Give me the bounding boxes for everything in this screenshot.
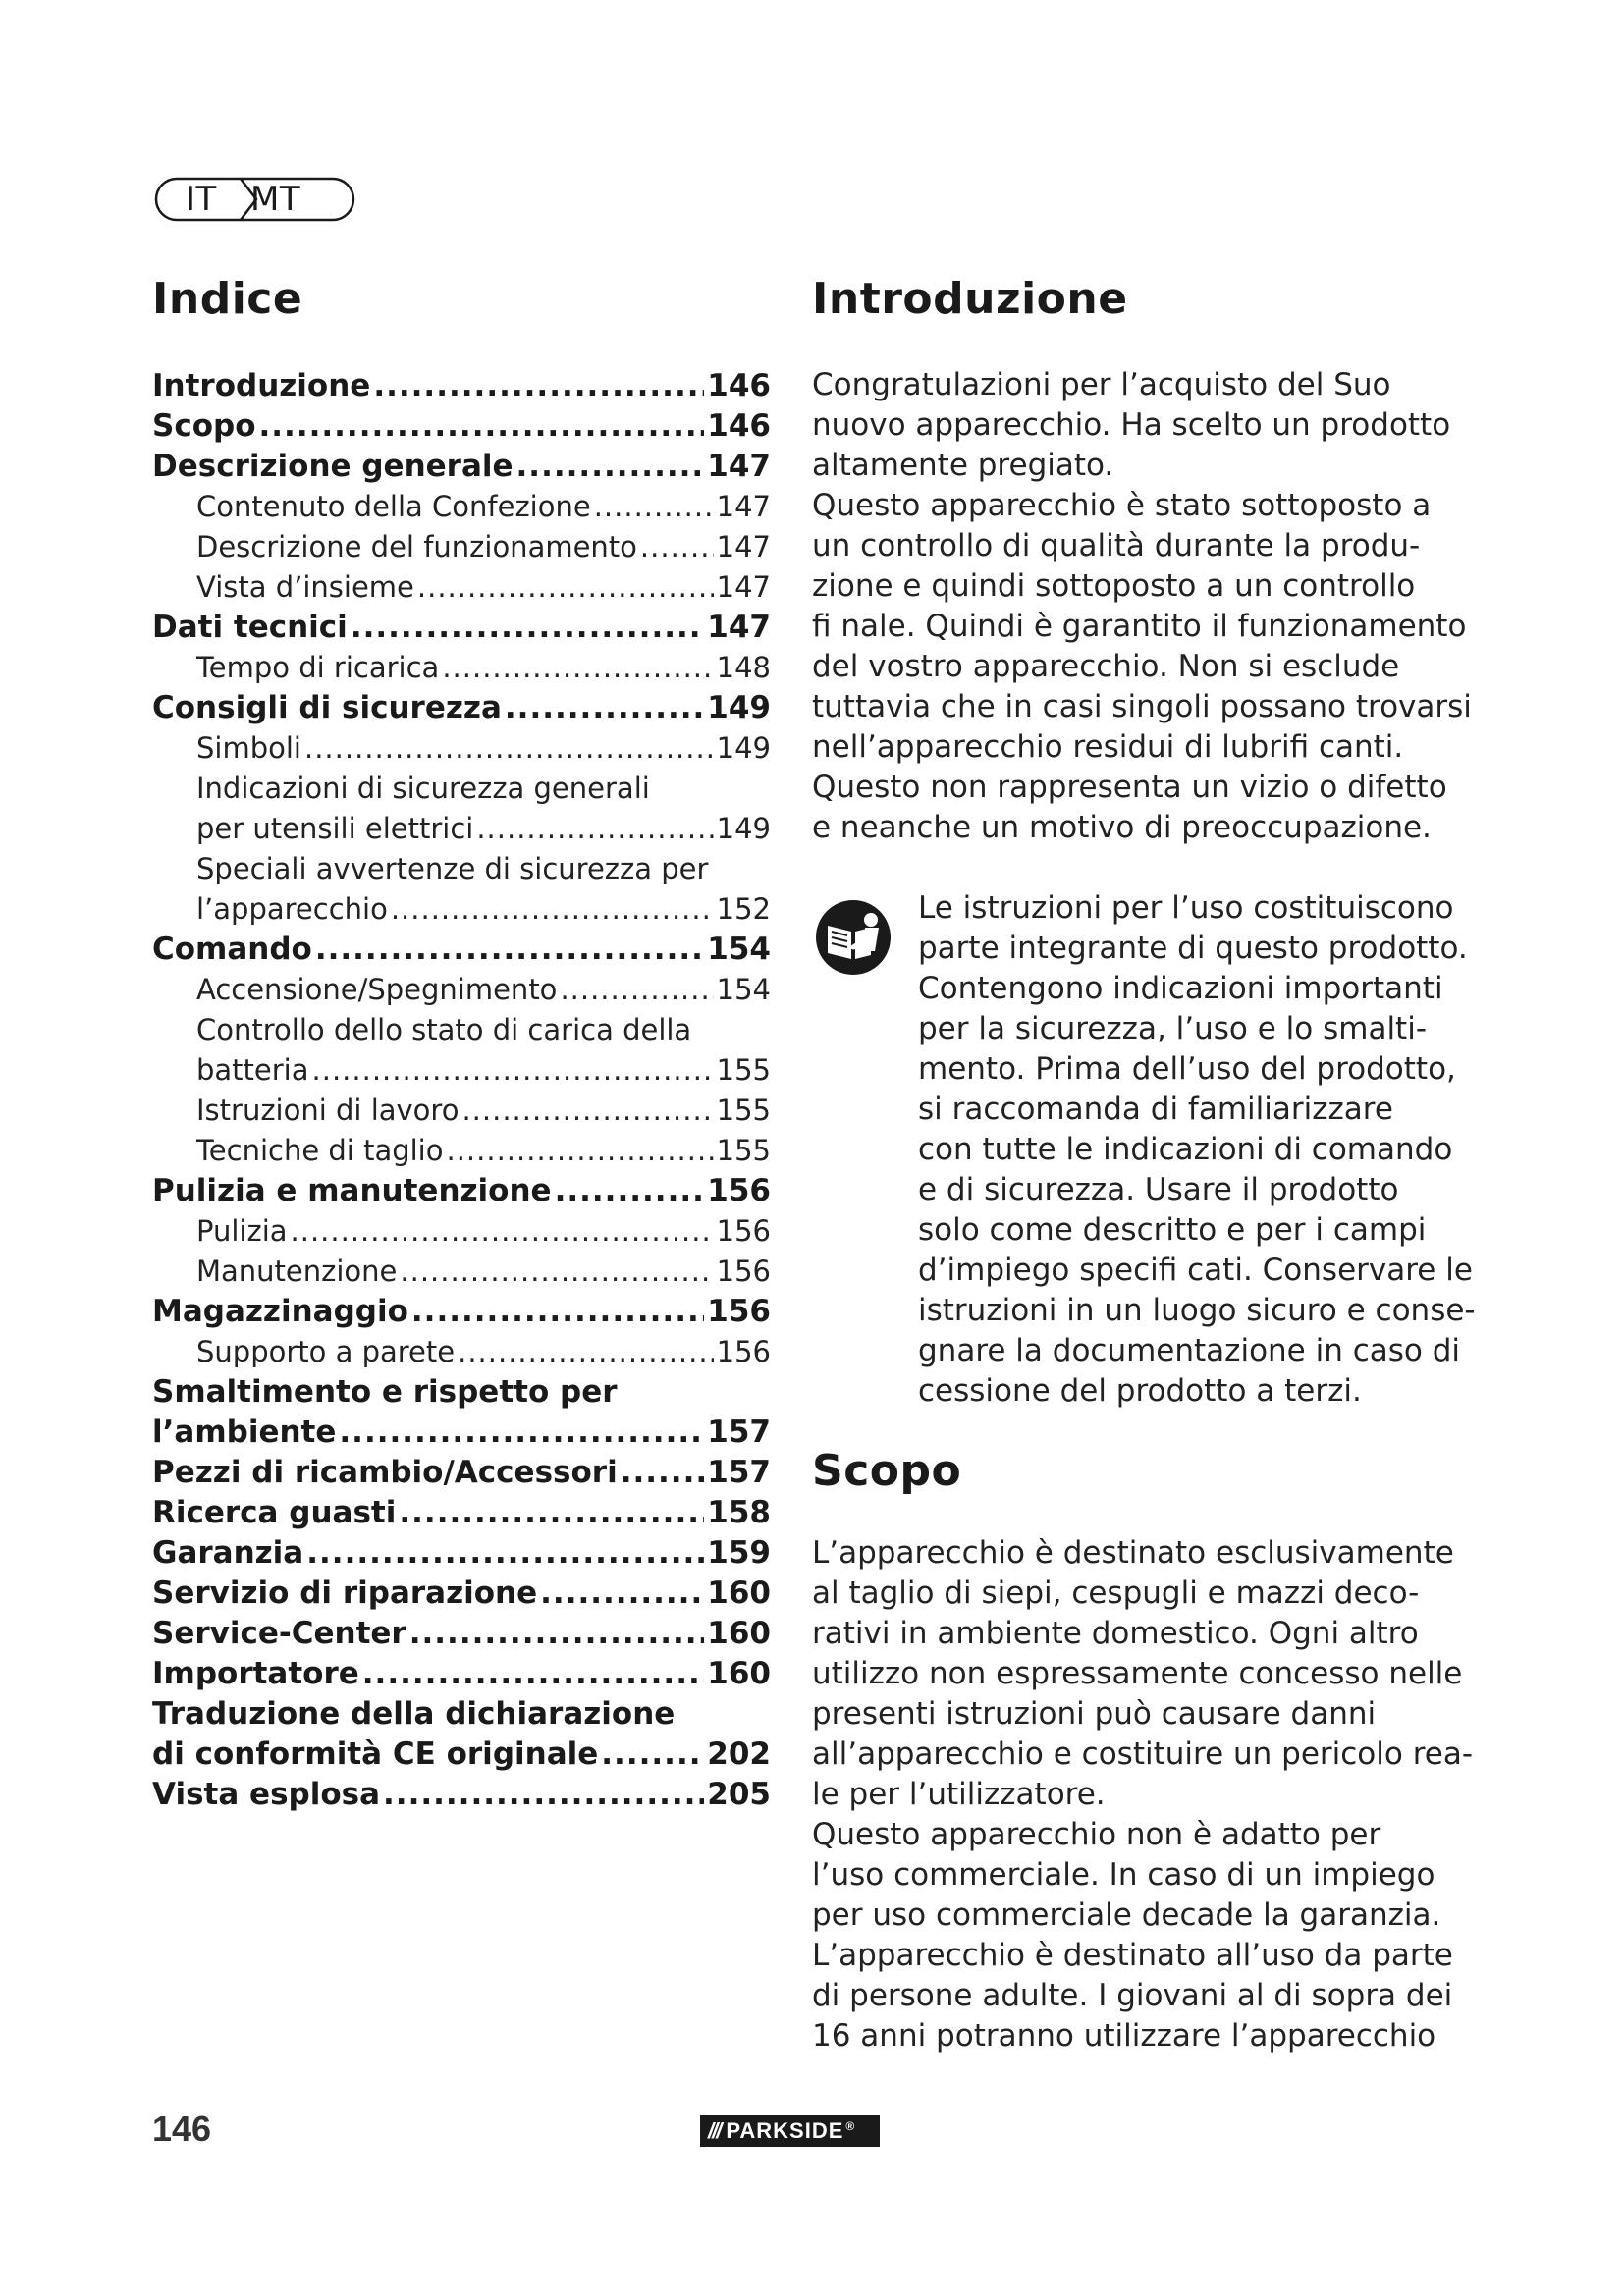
toc-leader-dots xyxy=(409,1614,705,1654)
toc-leader-dots xyxy=(601,1735,704,1775)
toc-entry xyxy=(152,567,771,608)
toc-entry-label: Vista d’insieme xyxy=(196,570,414,604)
toc-entry xyxy=(152,688,771,728)
text-line: 16 anni potranno utilizzare l’apparecchio xyxy=(812,2018,1436,2054)
toc-entry-label: Tecniche di taglio xyxy=(196,1134,444,1167)
toc-entry-label: per utensili elettrici xyxy=(196,812,474,845)
toc-entry-page: 146 xyxy=(707,408,771,444)
text-line: mento. Prima dell’uso del prodotto, xyxy=(918,1051,1456,1087)
toc-leader-dots xyxy=(505,688,704,728)
text-line: un controllo di qualità durante la produ- xyxy=(812,528,1421,563)
toc-entry-page: 147 xyxy=(707,449,771,484)
toc-entry xyxy=(152,366,771,406)
toc-entry xyxy=(152,1775,771,1815)
text-line: e di sicurezza. Usare il prodotto xyxy=(918,1172,1399,1207)
manual-note-text xyxy=(918,888,1476,1412)
toc-entry-page: 158 xyxy=(707,1495,771,1530)
toc-title: Indice xyxy=(152,274,303,324)
toc-entry xyxy=(152,1332,771,1372)
text-line: fi nale. Quindi è garantito il funzionamento xyxy=(812,609,1467,644)
toc-entry-page: 148 xyxy=(716,651,771,684)
toc-leader-dots xyxy=(259,406,705,447)
toc-entry-label: Istruzioni di lavoro xyxy=(196,1094,460,1127)
toc-entry-label: Pezzi di ricambio/Accessori xyxy=(152,1455,618,1490)
toc-leader-dots xyxy=(391,889,714,930)
toc-entry-label: Descrizione generale xyxy=(152,449,514,484)
toc-entry-label: Comando xyxy=(152,932,312,967)
toc-entry xyxy=(152,1372,771,1413)
toc-entry xyxy=(152,1211,771,1252)
toc-entry-page: 202 xyxy=(707,1736,771,1772)
logo-registered-mark: ® xyxy=(845,2119,856,2133)
toc-leader-dots xyxy=(411,1292,704,1332)
toc-entry xyxy=(152,1614,771,1654)
toc-entry xyxy=(152,1010,771,1050)
text-line: al taglio di siepi, cespugli e mazzi deco- xyxy=(812,1575,1420,1611)
toc-entry-label: Tempo di ricarica xyxy=(196,651,440,684)
text-line: si raccomanda di familiarizzare xyxy=(918,1092,1393,1127)
text-line: per la sicurezza, l’uso e lo smalti- xyxy=(918,1011,1428,1046)
toc-leader-dots xyxy=(560,970,713,1010)
toc-entry xyxy=(152,487,771,527)
toc-entry xyxy=(152,728,771,769)
toc-leader-dots xyxy=(399,1493,704,1533)
toc-leader-dots xyxy=(446,1131,713,1171)
toc-entry xyxy=(152,1131,771,1171)
toc-entry-page: 156 xyxy=(707,1294,771,1329)
text-line: di persone adulte. I giovani al di sopra dei xyxy=(812,1978,1453,2013)
toc-entry-label: Contenuto della Confezione xyxy=(196,490,591,523)
text-line: zione e quindi sottoposto a un controllo xyxy=(812,568,1416,604)
toc-leader-dots xyxy=(640,527,714,567)
toc-entry-page: 154 xyxy=(707,932,771,967)
toc-entry-label: batteria xyxy=(196,1053,309,1087)
toc-entry xyxy=(152,809,771,849)
introduction-text xyxy=(812,365,1472,848)
text-line: solo come descritto e per i campi xyxy=(918,1212,1427,1248)
toc-entry-page: 159 xyxy=(707,1535,771,1571)
toc-entry-label: Importatore xyxy=(152,1656,359,1691)
toc-entry xyxy=(152,889,771,930)
toc-entry-label: Servizio di riparazione xyxy=(152,1575,538,1611)
toc-entry-label: l’ambiente xyxy=(152,1415,337,1450)
toc-entry xyxy=(152,648,771,688)
text-line: l’uso commerciale. In caso di un impiego xyxy=(812,1857,1435,1893)
text-line: L’apparecchio è destinato esclusivamente xyxy=(812,1535,1454,1571)
toc-entry-label: Controllo dello stato di carica della xyxy=(196,1013,692,1046)
toc-entry-label: Service-Center xyxy=(152,1616,406,1651)
toc-entry-page: 154 xyxy=(716,973,771,1006)
toc-entry-label: Descrizione del funzionamento xyxy=(196,530,637,563)
toc-entry xyxy=(152,1574,771,1614)
toc-entry xyxy=(152,1654,771,1694)
toc-entry-page: 155 xyxy=(716,1053,771,1087)
text-line: nell’apparecchio residui di lubrifi canti. xyxy=(812,729,1404,765)
toc-entry-label: l’apparecchio xyxy=(196,892,388,926)
toc-leader-dots xyxy=(476,809,713,849)
toc-entry-label: Introduzione xyxy=(152,368,371,403)
text-line: gnare la documentazione in caso di xyxy=(918,1333,1461,1368)
page-number: 146 xyxy=(152,2109,212,2149)
toc-entry xyxy=(152,1493,771,1533)
text-line: L’apparecchio è destinato all’uso da parte xyxy=(812,1938,1453,1973)
toc-entry xyxy=(152,769,771,809)
text-line: Contengono indicazioni importanti xyxy=(918,971,1443,1006)
text-line: istruzioni in un luogo sicuro e conse- xyxy=(918,1293,1476,1328)
toc-leader-dots xyxy=(291,1211,714,1252)
text-line: tuttavia che in casi singoli possano trovarsi xyxy=(812,689,1472,724)
text-line: Questo apparecchio è stato sottoposto a xyxy=(812,488,1432,523)
toc-entry-label: Supporto a parete xyxy=(196,1335,456,1368)
toc-leader-dots xyxy=(315,930,704,970)
toc-entry-label: Accensione/Spegnimento xyxy=(196,973,558,1006)
toc-leader-dots xyxy=(621,1453,705,1493)
toc-entry-label: Pulizia e manutenzione xyxy=(152,1173,552,1208)
toc-entry xyxy=(152,447,771,487)
toc-entry-page: 155 xyxy=(716,1134,771,1167)
text-line: presenti istruzioni può causare danni xyxy=(812,1696,1377,1732)
text-line: con tutte le indicazioni di comando xyxy=(918,1132,1453,1167)
text-line: altamente pregiato. xyxy=(812,448,1114,483)
language-code-it: IT xyxy=(186,180,217,219)
toc-entry xyxy=(152,1453,771,1493)
toc-entry xyxy=(152,1091,771,1131)
text-line: le per l’utilizzatore. xyxy=(812,1777,1106,1812)
toc-entry-label: Traduzione della dichiarazione xyxy=(152,1696,676,1732)
text-line: nuovo apparecchio. Ha scelto un prodotto xyxy=(812,407,1451,443)
toc-leader-dots xyxy=(351,608,704,648)
toc-entry-page: 160 xyxy=(707,1656,771,1691)
toc-leader-dots xyxy=(362,1654,705,1694)
toc-entry xyxy=(152,1292,771,1332)
table-of-contents xyxy=(152,366,771,1815)
text-line: Questo non rappresenta un vizio o difetto xyxy=(812,770,1447,805)
text-line: d’impiego specifi cati. Conservare le xyxy=(918,1253,1473,1288)
toc-entry xyxy=(152,1533,771,1574)
toc-entry-page: 157 xyxy=(707,1455,771,1490)
logo-name: PARKSIDE xyxy=(726,2118,844,2143)
toc-entry-page: 147 xyxy=(716,530,771,563)
read-manual-icon xyxy=(814,898,893,977)
logo-slashes: /// xyxy=(708,2118,721,2143)
scope-text xyxy=(812,1533,1473,2056)
toc-entry xyxy=(152,970,771,1010)
toc-entry xyxy=(152,1050,771,1091)
text-line: e neanche un motivo di preoccupazione. xyxy=(812,810,1432,845)
toc-entry-page: 152 xyxy=(716,892,771,926)
toc-entry xyxy=(152,930,771,970)
toc-entry xyxy=(152,608,771,648)
toc-leader-dots xyxy=(312,1050,714,1091)
toc-leader-dots xyxy=(594,487,714,527)
toc-entry-page: 147 xyxy=(716,570,771,604)
toc-entry-label: Scopo xyxy=(152,408,256,444)
toc-entry-label: Consigli di sicurezza xyxy=(152,690,502,725)
toc-entry xyxy=(152,527,771,567)
toc-leader-dots xyxy=(461,1091,713,1131)
toc-leader-dots xyxy=(339,1413,704,1453)
toc-entry-label: Pulizia xyxy=(196,1214,288,1248)
toc-leader-dots xyxy=(442,648,713,688)
text-line: Questo apparecchio non è adatto per xyxy=(812,1817,1381,1852)
toc-leader-dots xyxy=(540,1574,704,1614)
text-line: cessione del prodotto a terzi. xyxy=(918,1373,1362,1409)
toc-leader-dots xyxy=(458,1332,714,1372)
toc-entry-label: Smaltimento e rispetto per xyxy=(152,1374,618,1410)
parkside-logo xyxy=(700,2115,880,2147)
language-badge xyxy=(154,177,355,222)
toc-entry-page: 156 xyxy=(716,1214,771,1248)
toc-entry-page: 149 xyxy=(716,812,771,845)
toc-entry-label: Magazzinaggio xyxy=(152,1294,408,1329)
toc-leader-dots xyxy=(306,1533,704,1574)
toc-entry xyxy=(152,1413,771,1453)
toc-entry xyxy=(152,1171,771,1211)
text-line: per uso commerciale decade la garanzia. xyxy=(812,1897,1441,1933)
toc-leader-dots xyxy=(400,1252,713,1292)
toc-leader-dots xyxy=(304,728,714,769)
toc-entry-label: Dati tecnici xyxy=(152,610,348,645)
text-line: parte integrante di questo prodotto. xyxy=(918,931,1468,966)
toc-entry xyxy=(152,406,771,447)
toc-entry-page: 160 xyxy=(707,1575,771,1611)
toc-leader-dots xyxy=(373,366,704,406)
toc-entry-label: Simboli xyxy=(196,731,301,765)
toc-entry-label: Vista esplosa xyxy=(152,1777,381,1812)
toc-leader-dots xyxy=(383,1775,704,1815)
text-line: all’apparecchio e costituire un pericolo rea- xyxy=(812,1736,1474,1772)
toc-entry-page: 146 xyxy=(707,368,771,403)
toc-entry xyxy=(152,1735,771,1775)
toc-entry-page: 156 xyxy=(716,1255,771,1288)
toc-entry-page: 149 xyxy=(716,731,771,765)
toc-entry-label: Garanzia xyxy=(152,1535,304,1571)
toc-entry-label: di conformità CE originale xyxy=(152,1736,599,1772)
toc-entry-label: Indicazioni di sicurezza generali xyxy=(196,772,650,805)
toc-entry-page: 160 xyxy=(707,1616,771,1651)
text-line: Le istruzioni per l’uso costituiscono xyxy=(918,890,1454,926)
toc-entry-label: Ricerca guasti xyxy=(152,1495,397,1530)
toc-entry xyxy=(152,1252,771,1292)
toc-leader-dots xyxy=(516,447,705,487)
toc-entry-page: 157 xyxy=(707,1415,771,1450)
toc-entry-page: 147 xyxy=(707,610,771,645)
toc-entry xyxy=(152,849,771,889)
toc-leader-dots xyxy=(417,567,714,608)
text-line: rativi in ambiente domestico. Ogni altro xyxy=(812,1616,1419,1651)
text-line: Congratulazioni per l’acquisto del Suo xyxy=(812,367,1391,402)
text-line: utilizzo non espressamente concesso nelle xyxy=(812,1656,1463,1691)
toc-entry-page: 147 xyxy=(716,490,771,523)
scope-title: Scopo xyxy=(812,1446,962,1496)
toc-entry-label: Manutenzione xyxy=(196,1255,398,1288)
toc-entry-label: Speciali avvertenze di sicurezza per xyxy=(196,852,709,885)
toc-entry-page: 156 xyxy=(707,1173,771,1208)
toc-entry-page: 156 xyxy=(716,1335,771,1368)
text-line: del vostro apparecchio. Non si esclude xyxy=(812,649,1400,684)
toc-entry-page: 155 xyxy=(716,1094,771,1127)
introduction-title: Introduzione xyxy=(812,274,1128,324)
toc-entry xyxy=(152,1694,771,1735)
toc-leader-dots xyxy=(555,1171,705,1211)
toc-entry-page: 205 xyxy=(707,1777,771,1812)
toc-entry-page: 149 xyxy=(707,690,771,725)
language-code-mt: MT xyxy=(250,180,301,219)
